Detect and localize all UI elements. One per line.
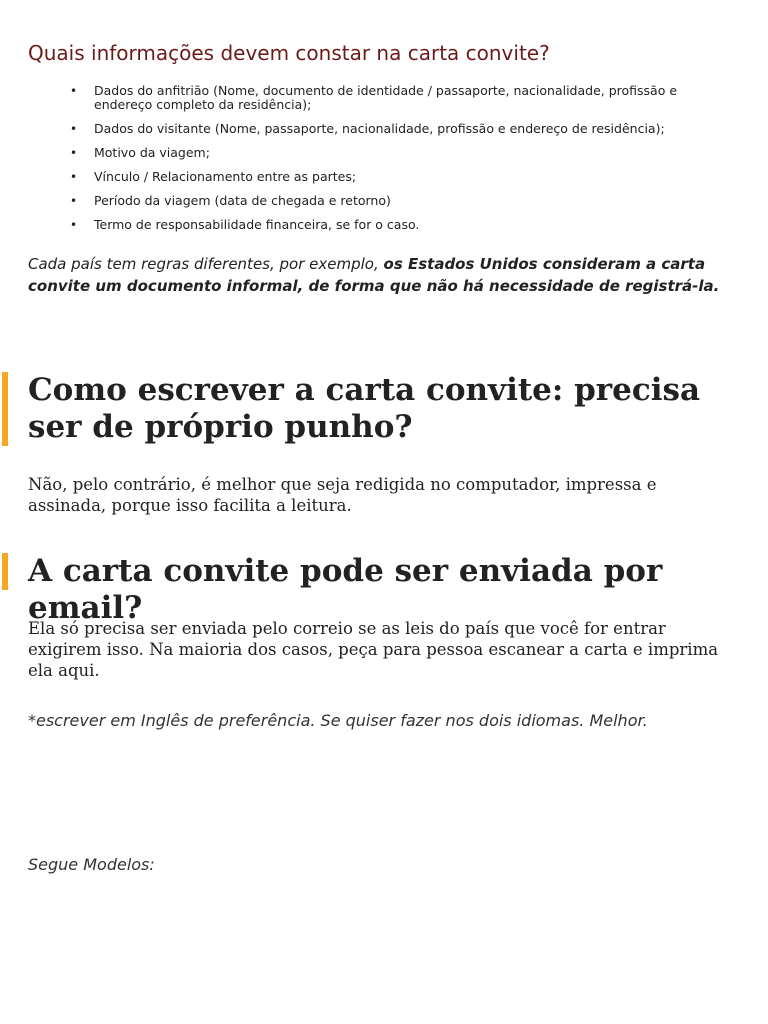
bullet-icon: • — [70, 170, 78, 184]
bullet-icon: • — [70, 122, 78, 136]
heading-accent-bar — [2, 372, 8, 446]
list-item — [70, 145, 724, 160]
list-item — [70, 121, 724, 136]
heading-email: A carta convite pode ser enviada por email? — [28, 553, 663, 626]
list-item-text: Período da viagem (data de chegada e retorno) — [94, 193, 391, 208]
list-item-text: Vínculo / Relacionamento entre as partes; — [94, 169, 357, 184]
list-item — [70, 193, 724, 208]
bullet-icon: • — [70, 194, 78, 208]
bullet-icon: • — [70, 84, 78, 98]
language-footnote: *escrever em Inglês de preferência. Se quiser fazer nos dois idiomas. Melhor. — [28, 711, 648, 730]
paragraph-handwriting: Não, pelo contrário, é melhor que seja redigida no computador, impressa e assinada, porque isso facilita a leitura. — [28, 475, 657, 515]
paragraph-email: Ela só precisa ser enviada pelo correio se as leis do país que você for entrar exigirem isso. Na maioria dos casos, peça para pessoa escanear a carta e imprima ela aqui. — [28, 619, 719, 680]
list-item — [70, 169, 724, 184]
bullet-icon: • — [70, 218, 78, 232]
list-item-text: Termo de responsabilidade financeira, se for o caso. — [94, 217, 420, 232]
bullet-icon: • — [70, 146, 78, 160]
list-item-text: Dados do visitante (Nome, passaporte, nacionalidade, profissão e endereço de residência); — [94, 121, 665, 136]
models-label: Segue Modelos: — [28, 855, 155, 874]
requirements-list — [70, 83, 724, 242]
list-item-text: Motivo da viagem; — [94, 145, 210, 160]
country-rules-note — [28, 253, 728, 297]
list-item — [70, 83, 724, 112]
section-title: Quais informações devem constar na carta convite? — [28, 41, 550, 65]
list-item — [70, 217, 724, 232]
note-regular-text: Cada país tem regras diferentes, por exemplo, — [28, 255, 384, 273]
note-bold-text: os Estados Unidos consideram a carta convite um documento informal, de forma que não há necessidade de registrá-la. — [28, 255, 720, 295]
heading-accent-bar — [2, 553, 8, 590]
list-item-text: Dados do anfitrião (Nome, documento de identidade / passaporte, nacionalidade, profissão e endereço completo da residência); — [94, 83, 678, 112]
heading-handwriting: Como escrever a carta convite: precisa ser de próprio punho? — [28, 372, 701, 445]
